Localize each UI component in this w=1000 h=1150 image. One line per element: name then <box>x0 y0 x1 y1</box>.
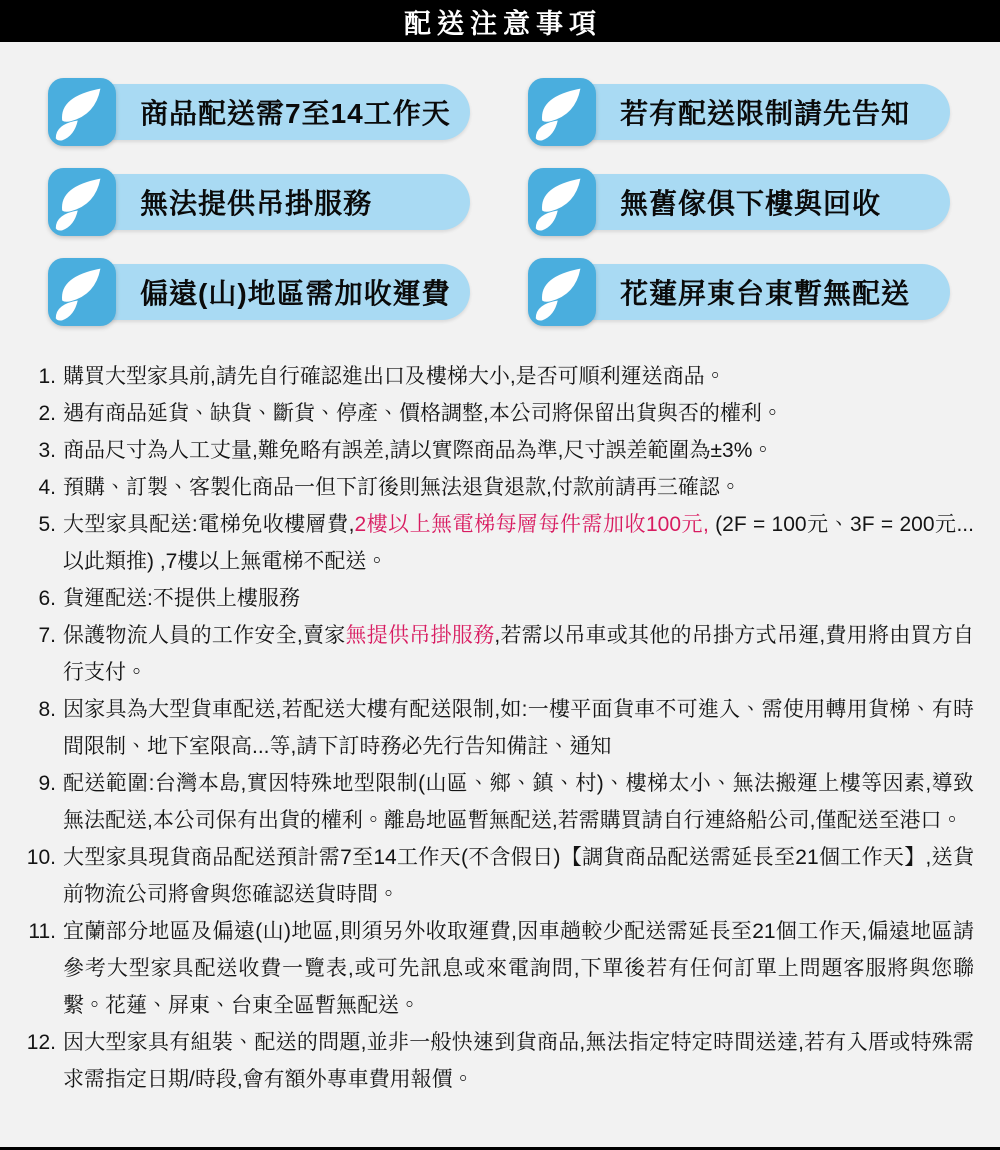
note-number: 9. <box>38 772 56 795</box>
badge-pill <box>82 264 470 320</box>
note-text <box>63 580 974 617</box>
note-plain-text: 大型家具現貨商品配送預計需7至14工作天(不含假日)【調貨商品配送需延長至21個工作天】,送貨前物流公司將會與您確認送貨時間。 <box>63 846 974 906</box>
note-number: 12. <box>26 1031 56 1054</box>
note-text <box>63 1024 974 1098</box>
badge-label: 商品配送需7至14工作天 <box>140 98 451 129</box>
note-text <box>63 395 974 432</box>
note-text <box>63 913 974 1024</box>
note-number: 7. <box>38 624 56 647</box>
note-text <box>63 469 974 506</box>
note-plain-text: 遇有商品延貨、缺貨、斷貨、停產、價格調整,本公司將保留出貨與否的權利。 <box>63 402 783 425</box>
note-plain-text: 貨運配送:不提供上樓服務 <box>63 587 300 610</box>
page-title: 配送注意事項 <box>404 8 602 39</box>
note-plain-text: 商品尺寸為人工丈量,難免略有誤差,請以實際商品為準,尺寸誤差範圍為±3%。 <box>63 439 774 462</box>
badge-pill <box>562 174 950 230</box>
badge-label: 無舊傢俱下樓與回收 <box>620 188 882 219</box>
notes-list <box>0 326 1000 1098</box>
note-item <box>22 580 974 617</box>
note-plain-text: (2F = 100元、3F = 200元...以此類推) ,7樓以上無電梯不配送。 <box>63 513 974 573</box>
note-item <box>22 913 974 1024</box>
note-item <box>22 839 974 913</box>
note-plain-text: 配送範圍:台灣本島,實因特殊地型限制(山區、鄉、鎮、村)、樓梯太小、無法搬運上樓等因素,導致無法配送,本公司保有出貨的權利。離島地區暫無配送,若需購買請自行連絡船公司,僅配送至港口。 <box>63 772 974 832</box>
note-item <box>22 432 974 469</box>
leaf-icon <box>528 78 596 146</box>
note-text <box>63 691 974 765</box>
badge-pill <box>562 264 950 320</box>
badge-label: 無法提供吊掛服務 <box>140 188 373 219</box>
note-number: 8. <box>38 698 56 721</box>
badge-pill <box>82 84 470 140</box>
note-number: 10. <box>26 846 56 869</box>
leaf-icon <box>528 168 596 236</box>
note-plain-text: 因家具為大型貨車配送,若配送大樓有配送限制,如:一樓平面貨車不可進入、需使用轉用貨梯、有時間限制、地下室限高...等,請下訂時務必先行告知備註、通知 <box>63 698 974 758</box>
note-item <box>22 469 974 506</box>
note-highlight-text: 無提供吊掛服務 <box>345 624 495 647</box>
note-number: 5. <box>38 513 56 536</box>
note-item <box>22 617 974 691</box>
note-item <box>22 358 974 395</box>
note-text <box>63 617 974 691</box>
badge-pill-item <box>528 168 950 236</box>
note-plain-text: 因大型家具有組裝、配送的問題,並非一般快速到貨商品,無法指定特定時間送達,若有入厝或特殊需求需指定日期/時段,會有額外專車費用報價。 <box>63 1031 974 1091</box>
note-number: 1. <box>38 365 56 388</box>
note-highlight-text: 2樓以上無電梯每層每件需加收100元, <box>354 513 709 536</box>
note-plain-text: ,若需以吊車或其他的吊掛方式吊運,費用將由買方自行支付。 <box>63 624 974 684</box>
note-text <box>63 506 974 580</box>
badge-pill <box>82 174 470 230</box>
note-number: 3. <box>38 439 56 462</box>
leaf-icon <box>528 258 596 326</box>
note-plain-text: 宜蘭部分地區及偏遠(山)地區,則須另外收取運費,因車趟較少配送需延長至21個工作天,偏遠地區請參考大型家具配送收費一覽表,或可先訊息或來電詢問,下單後若有任何訂單上問題客服將與您聯繫。花蓮、屏東、台東全區暫無配送。 <box>63 920 974 1017</box>
badge-label: 若有配送限制請先告知 <box>620 98 911 129</box>
note-text <box>63 432 974 469</box>
note-plain-text: 保護物流人員的工作安全,賣家 <box>63 624 346 647</box>
note-number: 4. <box>38 476 56 499</box>
note-item <box>22 506 974 580</box>
leaf-icon <box>48 258 116 326</box>
badge-pill-item <box>48 78 470 146</box>
badges-grid <box>0 42 1000 326</box>
note-item <box>22 1024 974 1098</box>
badge-pill-item <box>48 258 470 326</box>
note-text <box>63 765 974 839</box>
note-plain-text: 預購、訂製、客製化商品一但下訂後則無法退貨退款,付款前請再三確認。 <box>63 476 741 499</box>
badge-label: 偏遠(山)地區需加收運費 <box>140 278 451 309</box>
note-item <box>22 765 974 839</box>
badge-pill-item <box>528 78 950 146</box>
note-item <box>22 691 974 765</box>
badge-pill-item <box>528 258 950 326</box>
note-plain-text: 購買大型家具前,請先自行確認進出口及樓梯大小,是否可順利運送商品。 <box>63 365 726 388</box>
badge-label: 花蓮屏東台東暫無配送 <box>620 278 911 309</box>
note-number: 11. <box>28 920 56 943</box>
header-bar <box>0 0 1000 42</box>
note-item <box>22 395 974 432</box>
note-number: 2. <box>38 402 56 425</box>
badge-pill-item <box>48 168 470 236</box>
note-number: 6. <box>38 587 56 610</box>
leaf-icon <box>48 168 116 236</box>
badge-pill <box>562 84 950 140</box>
note-text <box>63 839 974 913</box>
leaf-icon <box>48 78 116 146</box>
note-text <box>63 358 974 395</box>
note-plain-text: 大型家具配送:電梯免收樓層費, <box>63 513 355 536</box>
